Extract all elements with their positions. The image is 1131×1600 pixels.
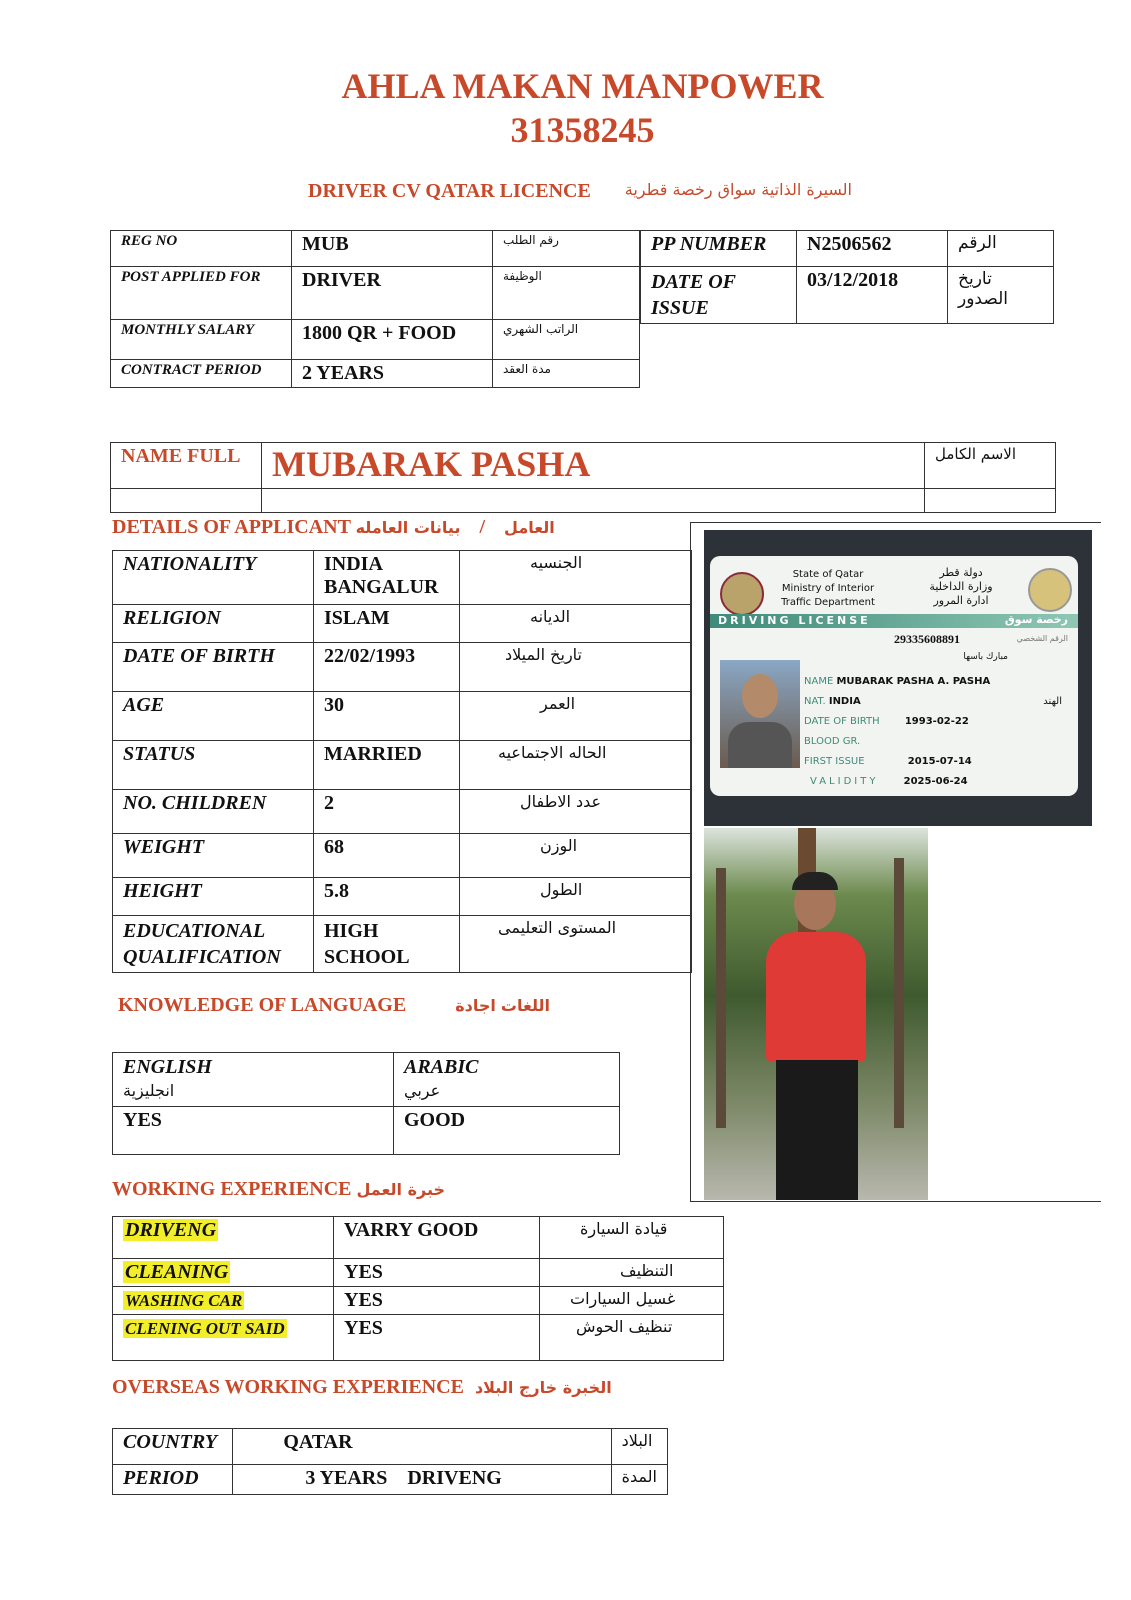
salary-ar: الراتب الشهري: [493, 320, 640, 360]
reg-no-ar: رقم الطلب: [493, 231, 640, 267]
detail-ar: الديانه: [460, 605, 692, 643]
detail-value: 68: [314, 834, 460, 878]
issue-date-label: DATE OF ISSUE: [641, 267, 797, 324]
skill-ar: التنظيف: [540, 1259, 724, 1287]
license-validity-value: 2025-06-24: [903, 776, 968, 787]
name-table: [110, 442, 1056, 513]
license-id-number: 29335608891: [894, 632, 960, 646]
detail-label: DATE OF BIRTH: [113, 643, 314, 692]
skill-label: CLEANING: [125, 1261, 229, 1283]
language-heading: KNOWLEDGE OF LANGUAGE اللغات اجادة: [118, 994, 551, 1016]
detail-value: ISLAM: [314, 605, 460, 643]
detail-value: 30: [314, 692, 460, 741]
overseas-ar: المدة: [611, 1465, 667, 1495]
detail-ar: العمر: [460, 692, 692, 741]
skill-ar: غسيل السيارات: [540, 1287, 724, 1315]
license-name-ar: مبارك باسها: [963, 652, 1008, 662]
skill-value: YES: [334, 1287, 540, 1315]
detail-value: 2: [314, 790, 460, 834]
license-dob-label: DATE OF BIRTH: [804, 716, 880, 727]
issue-date-value: 03/12/2018: [797, 267, 948, 324]
detail-label: AGE: [113, 692, 314, 741]
post-value: DRIVER: [292, 267, 493, 320]
driving-license-card: [710, 556, 1078, 796]
detail-value: MARRIED: [314, 741, 460, 790]
detail-value: 22/02/1993: [314, 643, 460, 692]
detail-ar: المستوى التعليمى: [460, 916, 692, 973]
english-ar: انجليزية: [123, 1081, 175, 1100]
overseas-label: COUNTRY: [113, 1429, 233, 1465]
reg-no-value: MUB: [292, 231, 493, 267]
license-name-value: MUBARAK PASHA A. PASHA: [836, 676, 991, 687]
pp-number-value: N2506562: [797, 231, 948, 267]
post-ar: الوظيفة: [493, 267, 640, 320]
ministry-ar: وزارة الداخلية: [929, 580, 993, 593]
skill-label: CLENING OUT SAID: [125, 1319, 285, 1338]
salary-label: MONTHLY SALARY: [111, 320, 292, 360]
detail-label: STATUS: [113, 741, 314, 790]
overseas-label: PERIOD: [113, 1465, 233, 1495]
state-ar: دولة قطر: [939, 566, 983, 579]
english-value: YES: [113, 1107, 394, 1155]
contract-value: 2 YEARS: [292, 360, 493, 388]
experience-table: [112, 1216, 724, 1361]
overseas-value: 3 YEARS DRIVENG: [233, 1465, 611, 1495]
overseas-value: QATAR: [233, 1429, 611, 1465]
pp-number-ar: الرقم: [948, 231, 1054, 267]
detail-value: INDIA BANGALUR: [314, 551, 460, 605]
cv-title: DRIVER CV QATAR LICENCE: [308, 180, 591, 202]
contract-label: CONTRACT PERIOD: [111, 360, 292, 388]
detail-value: 5.8: [314, 878, 460, 916]
license-banner: DRIVING LICENSE رخصة سوق: [710, 614, 1078, 628]
license-scan: [704, 530, 1092, 826]
applicant-photo: [704, 828, 928, 1200]
detail-ar: الطول: [460, 878, 692, 916]
experience-heading: WORKING EXPERIENCE خبرة العمل: [112, 1178, 446, 1200]
passport-table: [640, 230, 1054, 324]
issue-date-ar: تاريخ الصدور: [948, 267, 1054, 324]
license-nat-ar: الهند: [1043, 696, 1062, 707]
detail-ar: الحاله الاجتماعيه: [460, 741, 692, 790]
skill-ar: قيادة السيارة: [540, 1217, 724, 1259]
company-name: AHLA MAKAN MANPOWER: [341, 66, 824, 106]
detail-value: HIGH SCHOOL: [314, 916, 460, 973]
english-label: ENGLISH: [123, 1056, 212, 1078]
contract-ar: مدة العقد: [493, 360, 640, 388]
dept-en: Traffic Department: [781, 597, 875, 608]
detail-label: WEIGHT: [113, 834, 314, 878]
license-issue-value: 2015-07-14: [907, 756, 972, 767]
detail-ar: الوزن: [460, 834, 692, 878]
license-validity-label: VALIDITY: [810, 776, 879, 787]
reg-no-label: REG NO: [111, 231, 292, 267]
license-portrait: [720, 660, 800, 768]
skill-ar: تنظيف الحوش: [540, 1315, 724, 1361]
arabic-value: GOOD: [394, 1107, 620, 1155]
dept-ar: ادارة المرور: [933, 594, 989, 607]
job-table: [110, 230, 640, 388]
state-en: State of Qatar: [792, 569, 864, 580]
skill-label: WASHING CAR: [125, 1291, 243, 1310]
skill-value: YES: [334, 1315, 540, 1361]
full-name: MUBARAK PASHA: [262, 443, 925, 489]
name-label: NAME FULL: [111, 443, 262, 489]
detail-ar: الجنسيه: [460, 551, 692, 605]
license-nat-label: NAT.: [804, 696, 826, 707]
detail-label: NO. CHILDREN: [113, 790, 314, 834]
pp-number-label: PP NUMBER: [641, 231, 797, 267]
post-label: POST APPLIED FOR: [111, 267, 292, 320]
detail-label: RELIGION: [113, 605, 314, 643]
arabic-ar: عربي: [404, 1081, 441, 1100]
details-heading: DETAILS OF APPLICANT العامل / بيانات العامله: [112, 516, 555, 538]
overseas-table: [112, 1428, 668, 1495]
license-name-label: NAME: [804, 676, 834, 687]
license-id-ar: الرقم الشخصي: [1016, 634, 1068, 643]
license-issue-label: FIRST ISSUE: [804, 756, 865, 767]
skill-value: YES: [334, 1259, 540, 1287]
skill-label: DRIVENG: [125, 1219, 217, 1241]
detail-label: HEIGHT: [113, 878, 314, 916]
company-phone: 31358245: [510, 110, 655, 150]
license-blood-label: BLOOD GR.: [804, 736, 861, 747]
ministry-en: Ministry of Interior: [781, 583, 875, 594]
skill-value: VARRY GOOD: [334, 1217, 540, 1259]
detail-label: NATIONALITY: [113, 551, 314, 605]
language-table: [112, 1052, 620, 1155]
details-table: [112, 550, 692, 973]
overseas-ar: البلاد: [611, 1429, 667, 1465]
detail-label: EDUCATIONAL QUALIFICATION: [113, 916, 314, 973]
detail-ar: عدد الاطفال: [460, 790, 692, 834]
detail-ar: تاريخ الميلاد: [460, 643, 692, 692]
overseas-heading: OVERSEAS WORKING EXPERIENCE الخبرة خارج البلاد: [112, 1376, 612, 1398]
ministry-seal-icon: [1028, 568, 1072, 612]
name-ar: الاسم الكامل: [925, 443, 1056, 489]
salary-value: 1800 QR + FOOD: [292, 320, 493, 360]
license-nat-value: INDIA: [828, 696, 861, 707]
arabic-label: ARABIC: [404, 1056, 479, 1078]
cv-title-ar: السيرة الذاتية سواق رخصة قطرية: [624, 180, 852, 199]
license-dob-value: 1993-02-22: [904, 716, 969, 727]
qatar-emblem-icon: [720, 572, 764, 616]
